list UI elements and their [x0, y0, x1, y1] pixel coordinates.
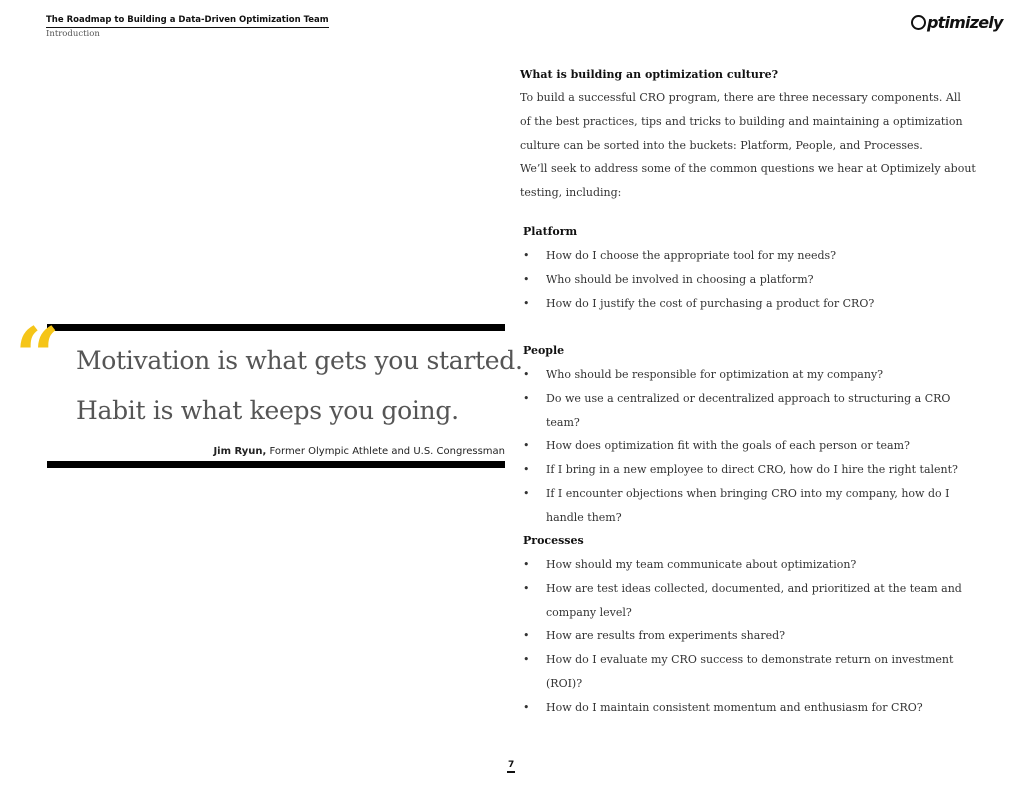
- question-text: How are results from experiments shared?: [546, 629, 786, 643]
- bullet-icon: •: [523, 558, 530, 571]
- quote-bottom-rule: [47, 461, 505, 468]
- optimizely-o-logo-icon: [911, 15, 926, 30]
- quote-attribution: [213, 446, 505, 457]
- list-item: [523, 244, 983, 268]
- intro-block: [520, 64, 980, 205]
- section-title-people: People: [523, 344, 565, 357]
- bullet-icon: •: [523, 272, 530, 286]
- page-number: 7: [507, 760, 515, 773]
- question-text: How are test ideas collected, documented, and prioritized at the team and company level?: [546, 581, 962, 619]
- logo-text: ptimizely: [927, 13, 1003, 32]
- bullet-icon: •: [523, 653, 530, 667]
- list-item: [523, 577, 983, 625]
- bullet-icon: •: [523, 463, 530, 477]
- question-text: If I encounter objections when bringing CRO into my company, how do I handle them?: [546, 486, 950, 524]
- bullet-icon: •: [523, 700, 530, 714]
- quote-top-rule: [47, 324, 505, 331]
- list-item: [523, 387, 983, 435]
- section-name: Introduction: [46, 29, 100, 39]
- list-item: [523, 434, 983, 458]
- processes-section: [523, 529, 983, 720]
- bullet-icon: •: [523, 249, 530, 262]
- bullet-icon: •: [523, 629, 530, 643]
- list-item: [523, 268, 983, 292]
- quote-author: Jim Ryun,: [213, 446, 267, 457]
- question-text: How should my team communicate about optimization?: [546, 558, 857, 571]
- question-text: How do I maintain consistent momentum and enthusiasm for CRO?: [546, 700, 923, 714]
- list-item: [523, 648, 983, 696]
- question-text: How do I justify the cost of purchasing a product for CRO?: [546, 296, 875, 310]
- question-text: Do we use a centralized or decentralized approach to structuring a CRO team?: [546, 391, 951, 429]
- question-text: How do I evaluate my CRO success to demonstrate return on investment (ROI)?: [546, 653, 954, 690]
- bullet-icon: •: [523, 296, 530, 310]
- question-text: Who should be involved in choosing a platform?: [546, 272, 814, 286]
- bullet-icon: •: [523, 368, 530, 381]
- section-title-platform: Platform: [523, 225, 578, 238]
- intro-line: testing, including:: [520, 186, 622, 200]
- intro-heading: What is building an optimization culture?: [520, 68, 779, 81]
- list-item: [523, 292, 983, 316]
- bullet-icon: •: [523, 439, 530, 453]
- quote-line-2: Habit is what keeps you going.: [76, 396, 459, 425]
- quote-line-1: Motivation is what gets you started.: [76, 346, 523, 375]
- people-section: [523, 339, 983, 530]
- platform-section: [523, 220, 983, 315]
- list-item: [523, 482, 983, 530]
- bullet-icon: •: [523, 486, 530, 500]
- intro-line: of the best practices, tips and tricks to building and maintaining a optimization: [520, 114, 963, 128]
- question-text: If I bring in a new employee to direct CRO, how do I hire the right talent?: [546, 463, 958, 477]
- intro-line: To build a successful CRO program, there are three necessary components. All: [520, 91, 961, 104]
- bullet-icon: •: [523, 581, 530, 595]
- question-text: How do I choose the appropriate tool for my needs?: [546, 249, 837, 262]
- list-item: [523, 553, 983, 577]
- list-item: [523, 696, 983, 720]
- quote-mark-icon: “: [15, 311, 60, 402]
- list-item: [523, 624, 983, 648]
- list-item: [523, 458, 983, 482]
- intro-line: We’ll seek to address some of the common questions we hear at Optimizely about: [520, 162, 976, 176]
- optimizely-logo: [911, 13, 1003, 32]
- document-title: The Roadmap to Building a Data-Driven Optimization Team: [46, 15, 329, 28]
- intro-line: culture can be sorted into the buckets: Platform, People, and Processes.: [520, 138, 923, 152]
- bullet-icon: •: [523, 391, 530, 405]
- quote-author-title: Former Olympic Athlete and U.S. Congressman: [266, 446, 505, 457]
- section-title-processes: Processes: [523, 534, 584, 547]
- list-item: [523, 363, 983, 387]
- question-text: Who should be responsible for optimization at my company?: [546, 368, 884, 381]
- question-text: How does optimization fit with the goals of each person or team?: [546, 439, 910, 453]
